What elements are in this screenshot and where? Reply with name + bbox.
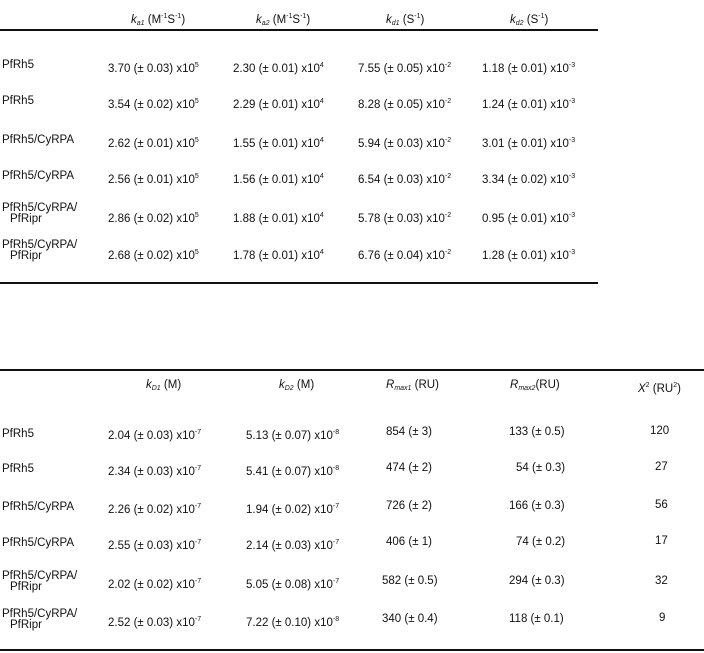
- row-label: PfRh5/CyRPA: [2, 170, 75, 182]
- value-cell: 1.55 (± 0.01) $x10^4$: [233, 137, 324, 150]
- table2-top-rule: [0, 369, 704, 371]
- value-cell: 2.55 (± 0.03) $x10^{-7}$: [108, 539, 202, 552]
- table1-header-kd1: $k_{d1}$ $(S^{-1})$: [386, 13, 425, 27]
- table1-header-ka2: $k_{a2}$ $(M^{-1}S^{-1})$: [256, 13, 311, 27]
- value-cell: 17: [655, 535, 668, 547]
- value-cell: 1.88 (± 0.01) $x10^4$: [233, 212, 324, 225]
- table1-header-kd2: $k_{d2}$ $(S^{-1})$: [510, 13, 549, 27]
- table2-bottom-rule: [0, 649, 704, 651]
- value-cell: 2.34 (± 0.03) $x10^{-7}$: [108, 465, 202, 478]
- table2-header-kD2: $k_{D2}$ (M): [279, 379, 315, 392]
- value-cell: 0.95 (± 0.01) $x10^{-3}$: [482, 212, 576, 225]
- value-cell: 32: [655, 575, 668, 587]
- value-cell: 340 (± 0.4): [382, 613, 438, 625]
- value-cell: 2.56 (± 0.01) $x10^5$: [108, 173, 199, 186]
- value-cell: 2.14 (± 0.03) $x10^{-7}$: [246, 539, 340, 552]
- value-cell: 474 (± 2): [386, 462, 432, 474]
- value-cell: 1.24 (± 0.01) $x10^{-3}$: [482, 98, 576, 111]
- row-label: PfRh5: [2, 428, 34, 440]
- table1-bottom-rule: [0, 282, 598, 284]
- value-cell: 5.13 (± 0.07) $x10^{-8}$: [246, 429, 340, 442]
- value-cell: 1.18 (± 0.01) $x10^{-3}$: [482, 62, 576, 75]
- value-cell: 27: [655, 461, 668, 473]
- value-cell: 120: [650, 425, 670, 437]
- row-label: PfRh5/CyRPA/ PfRipr: [2, 202, 78, 225]
- value-cell: 5.94 (± 0.03) $x10^{-2}$: [358, 137, 452, 150]
- value-cell: 9: [659, 612, 666, 624]
- value-cell: 8.28 (± 0.05) $x10^{-2}$: [358, 98, 452, 111]
- row-label: PfRh5/CyRPA/ PfRipr: [2, 239, 78, 262]
- row-label: PfRh5/CyRPA/ PfRipr: [2, 570, 78, 593]
- value-cell: 2.02 (± 0.02) $x10^{-7}$: [108, 578, 202, 591]
- table2-header-chi2: $X^2$ $(RU^2)$: [638, 382, 681, 395]
- table1-header-ka1: $k_{a1}$ $(M^{-1}S^{-1})$: [131, 13, 186, 27]
- value-cell: 2.26 (± 0.02) $x10^{-7}$: [108, 503, 202, 516]
- value-cell: 6.54 (± 0.03) $x10^{-2}$: [358, 173, 452, 186]
- value-cell: 1.28 (± 0.01) $x10^{-3}$: [482, 249, 576, 262]
- value-cell: 406 (± 1): [386, 536, 432, 548]
- value-cell: 166 (± 0.3): [509, 500, 565, 512]
- row-label: PfRh5/CyRPA: [2, 537, 75, 549]
- row-label: PfRh5: [2, 463, 34, 475]
- value-cell: 6.76 (± 0.04) $x10^{-2}$: [358, 249, 452, 262]
- value-cell: 3.01 (± 0.01) $x10^{-3}$: [482, 137, 576, 150]
- value-cell: 726 (± 2): [386, 500, 432, 512]
- value-cell: 3.54 (± 0.02) $x10^5$: [108, 98, 199, 111]
- value-cell: 2.62 (± 0.01) $x10^5$: [108, 137, 199, 150]
- value-cell: 3.70 (± 0.03) $x10^5$: [108, 62, 199, 75]
- row-label: PfRh5: [2, 59, 34, 71]
- value-cell: 7.55 (± 0.05) $x10^{-2}$: [358, 62, 452, 75]
- table2-header-kD1: $k_{D1}$ (M): [146, 379, 182, 392]
- value-cell: 854 (± 3): [386, 426, 432, 438]
- table2-header-rmax1: $R_{max1}$ (RU): [386, 379, 439, 392]
- value-cell: 2.29 (± 0.01) $x10^4$: [233, 98, 324, 111]
- value-cell: 74 (± 0.2): [516, 536, 566, 548]
- value-cell: 2.52 (± 0.03) $x10^{-7}$: [108, 616, 202, 629]
- value-cell: 1.94 (± 0.02) $x10^{-7}$: [246, 503, 340, 516]
- value-cell: 7.22 (± 0.10) $x10^{-8}$: [246, 616, 340, 629]
- value-cell: 1.56 (± 0.01) $x10^4$: [233, 173, 324, 186]
- value-cell: 1.78 (± 0.01) $x10^4$: [233, 249, 324, 262]
- value-cell: 2.04 (± 0.03) $x10^{-7}$: [108, 429, 202, 442]
- row-label: PfRh5/CyRPA: [2, 134, 75, 146]
- value-cell: 118 (± 0.1): [509, 613, 564, 625]
- value-cell: 2.68 (± 0.02) $x10^5$: [108, 249, 199, 262]
- row-label: PfRh5/CyRPA/ PfRipr: [2, 608, 78, 631]
- value-cell: 5.78 (± 0.03) $x10^{-2}$: [358, 212, 452, 225]
- value-cell: 54 (± 0.3): [516, 462, 566, 474]
- value-cell: 56: [655, 499, 668, 511]
- value-cell: 294 (± 0.3): [509, 575, 565, 587]
- row-label: PfRh5: [2, 95, 34, 107]
- value-cell: 5.05 (± 0.08) $x10^{-7}$: [246, 578, 340, 591]
- value-cell: 133 (± 0.5): [509, 426, 565, 438]
- value-cell: 2.86 (± 0.02) $x10^5$: [108, 212, 199, 225]
- value-cell: 5.41 (± 0.07) $x10^{-8}$: [246, 465, 340, 478]
- table2-header-rmax2: $R_{max2}(RU)$: [510, 379, 560, 392]
- value-cell: 2.30 (± 0.01) $x10^4$: [233, 62, 324, 75]
- row-label: PfRh5/CyRPA: [2, 501, 75, 513]
- value-cell: 3.34 (± 0.02) $x10^{-3}$: [482, 173, 576, 186]
- value-cell: 582 (± 0.5): [382, 575, 438, 587]
